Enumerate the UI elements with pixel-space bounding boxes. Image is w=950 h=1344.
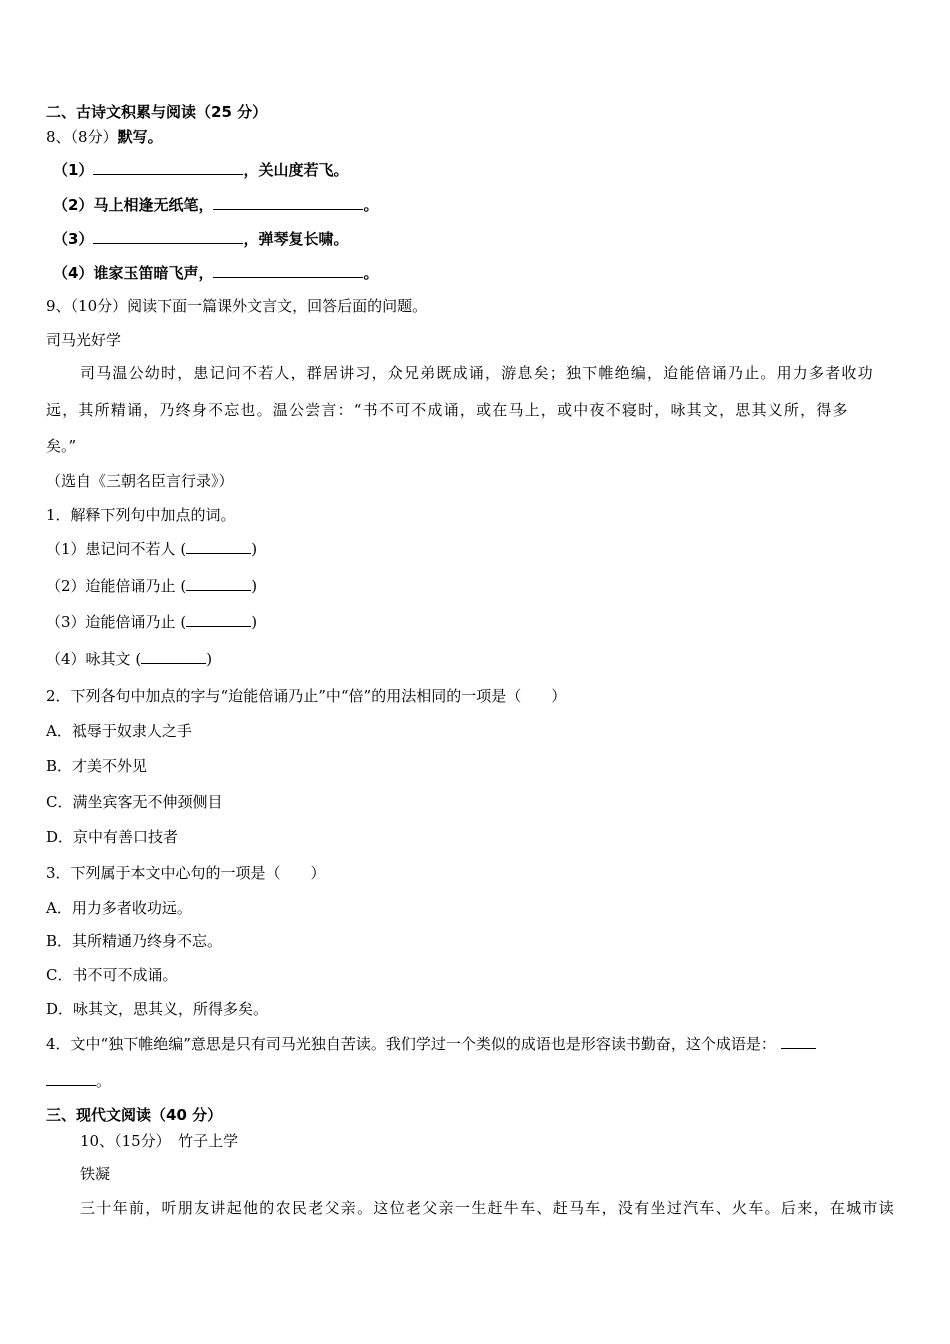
sub1-item: （4）咏其文 ( ) xyxy=(46,650,213,668)
item-number: （2） xyxy=(53,196,94,214)
answer-blank[interactable] xyxy=(93,229,243,244)
option-a: A．祗辱于奴隶人之手 xyxy=(46,722,192,740)
option-d: D．咏其文，思其义，所得多矣。 xyxy=(46,1000,269,1018)
section-heading: 三、现代文阅读（40 分） xyxy=(46,1106,223,1124)
option-c: C．书不可不成诵。 xyxy=(46,966,178,984)
item-text: 马上相逢无纸笔， xyxy=(93,196,214,214)
option-b: B．才美不外见 xyxy=(46,757,148,775)
answer-blank[interactable] xyxy=(213,263,363,278)
answer-blank[interactable] xyxy=(141,649,206,664)
item-text: 谁家玉笛暗飞声， xyxy=(93,264,214,282)
passage-line: 司马温公幼时，患记问不若人，群居讲习，众兄弟既成诵，游息矣；独下帷绝编，迨能倍诵乃止。用力多者收功 xyxy=(80,364,874,382)
answer-blank[interactable] xyxy=(186,576,251,591)
item-text: 。 xyxy=(363,264,379,282)
option-d: D．京中有善口技者 xyxy=(46,828,179,846)
q8-item xyxy=(53,195,378,215)
q8-item xyxy=(53,263,378,283)
answer-blank[interactable] xyxy=(46,1071,96,1086)
subquestion-4: 4．文中“独下帷绝编”意思是只有司马光独自苦读。我们学过一个类似的成语也是形容读书勤奋，这个成语是： xyxy=(46,1034,816,1054)
answer-blank[interactable] xyxy=(781,1034,816,1049)
sub1-item: （3）迨能倍诵乃止 ( ) xyxy=(46,613,258,631)
article-author: 铁凝 xyxy=(80,1165,111,1183)
article-paragraph: 三十年前，听朋友讲起他的农民老父亲。这位老父亲一生赶牛车、赶马车，没有坐过汽车、火车。后来，在城市读 xyxy=(80,1199,896,1217)
item-text: ，关山度若飞。 xyxy=(243,161,349,179)
passage-title: 司马光好学 xyxy=(46,331,122,349)
item-number: （3） xyxy=(53,230,94,248)
subquestion-2: 2．下列各句中加点的字与“迨能倍诵乃止”中“倍”的用法相同的一项是（ ） xyxy=(46,687,567,705)
passage-source: （选自《三朝名臣言行录》） xyxy=(46,472,234,490)
section-heading: 二、古诗文积累与阅读（25 分） xyxy=(46,103,268,121)
question-9-header: 9、（10分）阅读下面一篇课外文言文，回答后面的问题。 xyxy=(46,297,428,315)
question-8-header xyxy=(46,127,163,147)
subquestion-1: 1．解释下列句中加点的词。 xyxy=(46,506,236,524)
sub1-item: （1）患记问不若人 ( ) xyxy=(46,540,258,558)
subquestion-4-cont: 。 xyxy=(46,1071,111,1091)
passage-line: 远，其所精诵，乃终身不忘也。温公尝言：“书不可不成诵，或在马上，或中夜不寝时，咏其文，思其义所，得多 xyxy=(46,401,849,419)
option-b: B．其所精通乃终身不忘。 xyxy=(46,932,223,950)
answer-blank[interactable] xyxy=(186,612,251,627)
q8-number: 8、（8分） xyxy=(46,128,118,146)
passage-line: 矣。” xyxy=(46,437,77,455)
option-c: C．满坐宾客无不伸颈侧目 xyxy=(46,793,223,811)
item-text: 。 xyxy=(363,196,379,214)
item-number: （4） xyxy=(53,264,94,282)
subquestion-3: 3．下列属于本文中心句的一项是（ ） xyxy=(46,864,326,882)
question-10-header: 10、（15分） 竹子上学 xyxy=(80,1132,239,1150)
item-text: ，弹琴复长啸。 xyxy=(243,230,349,248)
q8-task: 默写。 xyxy=(117,128,163,146)
sub1-item: （2）迨能倍诵乃止 ( ) xyxy=(46,577,258,595)
answer-blank[interactable] xyxy=(213,195,363,210)
q8-item xyxy=(53,160,348,180)
answer-blank[interactable] xyxy=(93,160,243,175)
option-a: A．用力多者收功远。 xyxy=(46,899,192,917)
item-number: （1） xyxy=(53,161,94,179)
q8-item xyxy=(53,229,348,249)
answer-blank[interactable] xyxy=(186,539,251,554)
